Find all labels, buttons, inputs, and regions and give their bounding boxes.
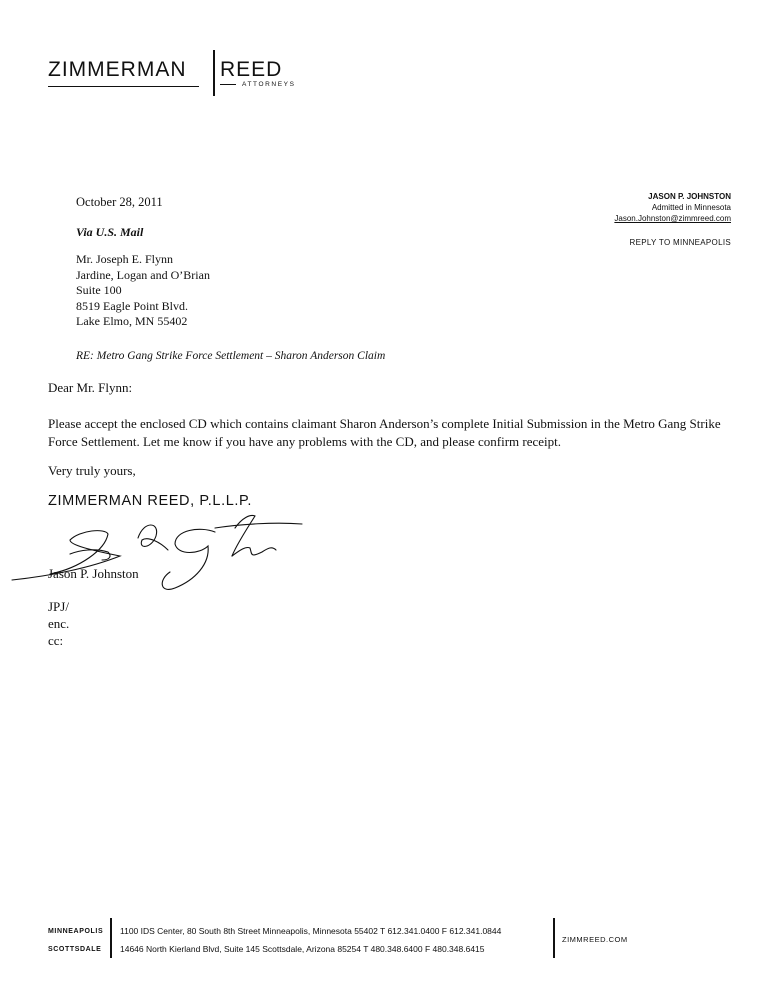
letterhead-tagline bbox=[220, 81, 296, 88]
footer-divider bbox=[110, 918, 112, 958]
footer-city-scottsdale: SCOTTSDALE bbox=[48, 946, 102, 953]
signer-name: Jason P. Johnston bbox=[48, 566, 139, 581]
typist-initials: JPJ/ bbox=[48, 599, 69, 614]
firm-signature: ZIMMERMAN REED, P.L.L.P. bbox=[48, 493, 253, 509]
footer-address-minneapolis: 1100 IDS Center, 80 South 8th Street Minneapolis, Minnesota 55402 T 612.341.0400 F 612.341.0844 bbox=[120, 926, 502, 936]
reply-to: REPLY TO MINNEAPOLIS bbox=[629, 238, 731, 247]
recipient-address bbox=[76, 252, 210, 330]
sender-admission: Admitted in Minnesota bbox=[651, 203, 731, 212]
footer-divider bbox=[553, 918, 555, 958]
recipient-line: Suite 100 bbox=[76, 283, 122, 297]
reference-block bbox=[48, 598, 69, 649]
enclosure-note: enc. bbox=[48, 616, 70, 631]
delivery-method: Via U.S. Mail bbox=[76, 225, 144, 239]
sender-email-link[interactable]: Jason.Johnston@zimmreed.com bbox=[614, 214, 731, 223]
cc-note: cc: bbox=[48, 633, 64, 648]
recipient-line: Mr. Joseph E. Flynn bbox=[76, 252, 174, 266]
tagline-dash bbox=[220, 84, 236, 85]
subject-line: RE: Metro Gang Strike Force Settlement – Sharon Anderson Claim bbox=[76, 350, 386, 362]
recipient-line: 8519 Eagle Point Blvd. bbox=[76, 298, 188, 313]
salutation: Dear Mr. Flynn: bbox=[48, 380, 133, 395]
letterhead-firm-left: ZIMMERMAN bbox=[48, 58, 187, 81]
handwritten-signature bbox=[10, 510, 310, 600]
letterhead-firm-right: REED bbox=[220, 58, 283, 81]
sender-name: JASON P. JOHNSTON bbox=[648, 192, 731, 201]
letterhead-rule bbox=[48, 86, 199, 87]
footer-address-scottsdale: 14646 North Kierland Blvd, Suite 145 Scottsdale, Arizona 85254 T 480.348.6400 F 480.348.6415 bbox=[120, 944, 485, 954]
letter-date: October 28, 2011 bbox=[76, 195, 163, 209]
body-paragraph: Please accept the enclosed CD which contains claimant Sharon Anderson’s complete Initial Submission in the Metro Gang Strike Force Settlement. Let me know if you have any problems with the CD, and please confirm receipt. bbox=[48, 416, 721, 449]
recipient-line: Lake Elmo, MN 55402 bbox=[76, 314, 188, 328]
tagline-text: ATTORNEYS bbox=[242, 81, 296, 88]
recipient-line: Jardine, Logan and O’Brian bbox=[76, 267, 210, 282]
closing: Very truly yours, bbox=[48, 463, 136, 478]
footer-city-minneapolis: MINNEAPOLIS bbox=[48, 928, 104, 935]
letterhead-divider bbox=[213, 50, 215, 96]
footer-website-link[interactable]: ZIMMREED.COM bbox=[562, 935, 628, 944]
